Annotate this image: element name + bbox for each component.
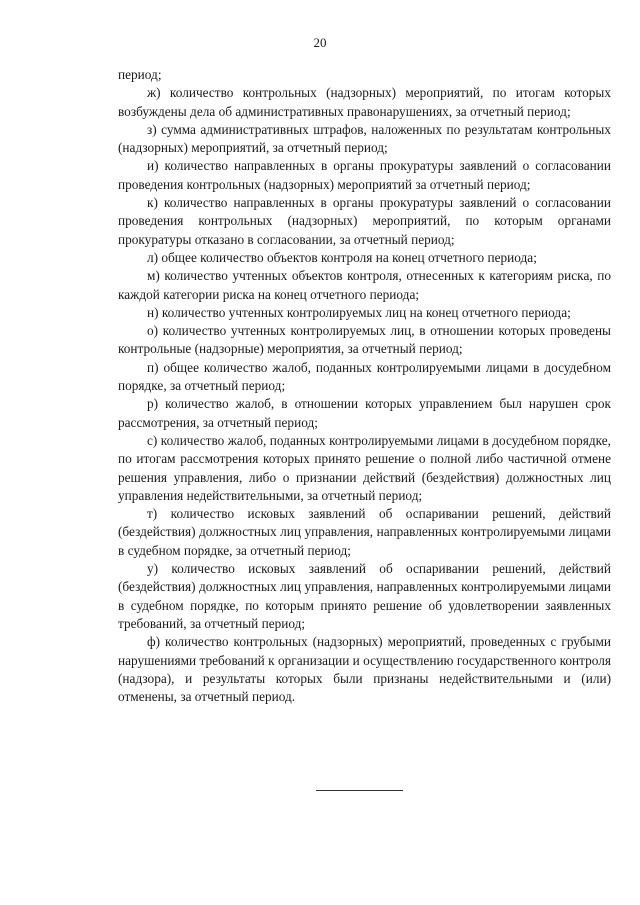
list-item-n: н) количество учтенных контролируемых лиц на конец отчетного периода; — [147, 304, 571, 320]
list-item-zh: ж) количество контрольных (надзорных) мероприятий, по итогам которых возбуждены дела об административных правонарушениях, за отчетный период; — [118, 85, 611, 119]
list-item-f: ф) количество контрольных (надзорных) мероприятий, проведенных с грубыми нарушениями требований к организации и осуществлению государственного контроля (надзора), и результаты которых были признаны недействительными и (или) отменены, за отчетный период. — [118, 634, 611, 705]
end-separator-line — [316, 790, 403, 791]
list-item-u: у) количество исковых заявлений об оспаривании решений, действий (бездействия) должностных лиц управления, направленных контролируемыми лицами в судебном порядке, по которым принято решение об удовлетворении заявленных требований, за отчетный период; — [118, 561, 611, 631]
list-item-k: к) количество направленных в органы прокуратуры заявлений о согласовании проведения контрольных (надзорных) мероприятий, по которым органами прокуратуры отказано в согласовании, за отчетный период; — [118, 195, 611, 247]
list-item-z: з) сумма административных штрафов, наложенных по результатам контрольных (надзорных) мероприятий, за отчетный период; — [118, 121, 611, 156]
page-number: 20 — [313, 35, 327, 50]
continuation-text: период; — [118, 67, 162, 82]
list-item-i: и) количество направленных в органы прокуратуры заявлений о согласовании проведения контрольных (надзорных) мероприятий за отчетный период; — [118, 158, 611, 192]
list-item-m: м) количество учтенных объектов контроля, отнесенных к категориям риска, по каждой категории риска на конец отчетного периода; — [118, 268, 611, 302]
list-item-s: с) количество жалоб, поданных контролируемыми лицами в досудебном порядке, по итогам рассмотрения которых принято решение о полной либо частичной отмене решения управления, либо о признании действий (бездействия) должностных лиц управления недействительными, за отчетный период; — [118, 432, 611, 503]
list-item-r: р) количество жалоб, в отношении которых управлением был нарушен срок рассмотрения, за отчетный период; — [118, 396, 611, 430]
list-item-l: л) общее количество объектов контроля на конец отчетного периода; — [147, 249, 537, 265]
list-item-p: п) общее количество жалоб, поданных контролируемыми лицами в досудебном порядке, за отчетный период; — [118, 359, 611, 394]
list-item-o: о) количество учтенных контролируемых лиц, в отношении которых проведены контрольные (надзорные) мероприятия, за отчетный период; — [118, 323, 611, 357]
document-body — [118, 66, 611, 706]
list-item-t: т) количество исковых заявлений об оспаривании решений, действий (бездействия) должностных лиц управления, направленных контролируемыми лицами в судебном порядке, за отчетный период; — [118, 506, 611, 558]
